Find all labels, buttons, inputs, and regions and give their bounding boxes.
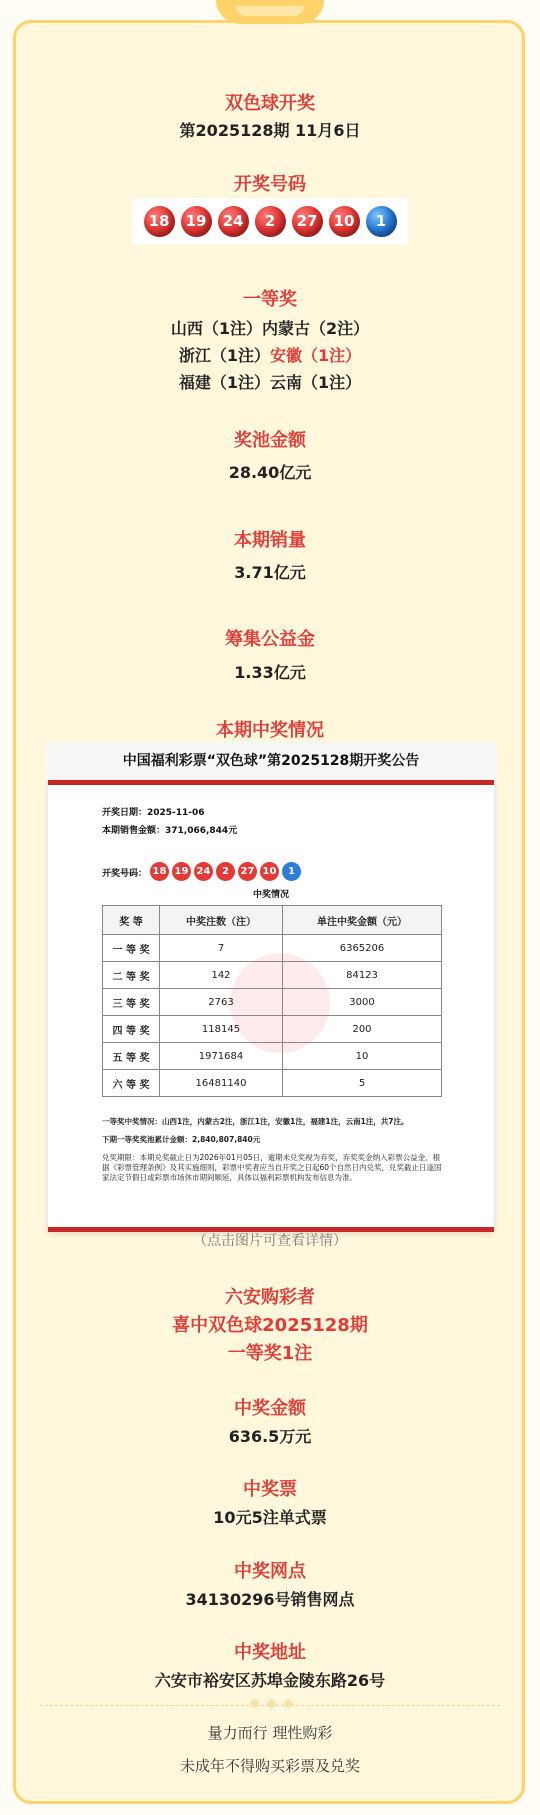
table-cell-level: 五 等 奖 [103,1043,160,1070]
address-value: 六安市裕安区苏埠金陵东路26号 [154,1671,386,1690]
table-cell-count: 142 [160,962,283,989]
table-cell-count: 2763 [160,989,283,1016]
prize-amount-title: 中奖金额 [234,1398,306,1419]
footer-line2: 未成年不得购买彩票及兑奖 [179,1757,360,1775]
welfare-value: 1.33亿元 [234,663,306,682]
table-cell-level: 六 等 奖 [103,1070,160,1097]
pool-value: 28.40亿元 [228,463,312,482]
table-cell-amount: 5 [283,1070,442,1097]
first-prize-title: 一等奖 [243,289,297,310]
red-ball: 19 [181,206,212,237]
winner-line3: 一等奖1注 [227,1343,313,1364]
announcement-sales: 本期销售金额：371,066,844元 [102,826,238,836]
table-cell-count: 7 [160,935,283,962]
table-cell-count: 16481140 [160,1070,283,1097]
draw-numbers-title: 开奖号码 [234,174,306,195]
welfare-title: 筹集公益金 [225,629,315,650]
divider-dots [250,1699,293,1708]
footer-line1: 量力而行 理性购彩 [207,1724,333,1742]
table-cell-amount: 84123 [283,962,442,989]
top-ornament [216,0,324,24]
table-cell-amount: 3000 [283,989,442,1016]
table-header-row [103,906,442,935]
ticket-value: 10元5注单式票 [213,1508,327,1527]
red-ball: 24 [218,206,249,237]
table-cell-count: 1971684 [160,1043,283,1070]
winner-line1: 六安购彩者 [225,1287,315,1308]
section-title-draw: 双色球开奖 [225,93,315,114]
outlet-value: 34130296号销售网点 [185,1590,355,1609]
red-ball: 10 [260,862,279,881]
blue-ball: 1 [366,206,397,237]
table-row [103,989,442,1016]
first-prize-line2-b: 安徽（1注） [270,346,362,365]
address-title: 中奖地址 [234,1642,306,1663]
table-cell-count: 118145 [160,1016,283,1043]
announcement-title: 中国福利彩票“双色球”第2025128期开奖公告 [122,753,420,769]
first-prize-line1: 山西（1注）内蒙古（2注） [170,319,370,338]
pool-title: 奖池金额 [234,430,306,451]
table-cell-level: 四 等 奖 [103,1016,160,1043]
divider-dot [250,1699,259,1708]
table-cell-amount: 6365206 [283,935,442,962]
divider-dot [267,1699,276,1708]
announcement-date: 开奖日期：2025-11-06 [102,808,205,818]
announcement-table-title: 中奖情况 [252,890,289,900]
announcement-next-pool: 下期一等奖奖池累计金额：2,840,807,840元 [102,1135,261,1144]
red-ball: 18 [150,862,169,881]
first-prize-line2 [0,343,540,366]
red-ball: 27 [238,862,257,881]
table-cell-amount: 200 [283,1016,442,1043]
blue-ball: 1 [282,862,301,881]
draw-numbers [132,198,408,244]
table-row [103,1043,442,1070]
table-cell-level: 一 等 奖 [103,935,160,962]
table-header: 单注中奖金额（元） [283,906,442,935]
red-ball: 19 [172,862,191,881]
sales-title: 本期销量 [234,530,306,551]
table-row [103,935,442,962]
table-row [103,962,442,989]
prize-amount-value: 636.5万元 [228,1427,312,1446]
table-row [103,1070,442,1097]
table-cell-level: 二 等 奖 [103,962,160,989]
table-cell-amount: 10 [283,1043,442,1070]
table-header: 中奖注数（注） [160,906,283,935]
announcement-balls [150,862,301,881]
first-prize-line3: 福建（1注）云南（1注） [178,373,362,392]
table-row [103,1016,442,1043]
red-ball: 18 [144,206,175,237]
red-ball: 10 [329,206,360,237]
image-hint: （点击图片可查看详情） [193,1233,347,1249]
winning-section-title: 本期中奖情况 [216,720,324,741]
red-ball: 2 [216,862,235,881]
table-header: 奖 等 [103,906,160,935]
winner-line2: 喜中双色球2025128期 [172,1315,368,1336]
sales-value: 3.71亿元 [234,563,306,582]
red-ball: 24 [194,862,213,881]
announcement-first-prize-note: 一等奖中奖情况：山西1注，内蒙古2注，浙江1注，安徽1注，福建1注，云南1注，共7注。 [102,1117,409,1126]
announcement-image[interactable] [45,742,497,1226]
red-ball: 2 [255,206,286,237]
issue-date: 第2025128期 11月6日 [179,121,361,140]
announcement-numbers-label: 开奖号码： [102,869,148,879]
prize-table [102,905,442,1097]
first-prize-line2-a: 浙江（1注） [178,346,270,365]
divider-dot [284,1699,293,1708]
ticket-title: 中奖票 [243,1479,297,1500]
outlet-title: 中奖网点 [234,1561,306,1582]
announcement-paper [48,780,494,1232]
red-ball: 27 [292,206,323,237]
table-cell-level: 三 等 奖 [103,989,160,1016]
announcement-claim-note: 兑奖期限：本期兑奖截止日为2026年01月05日，逾期未兑奖视为弃奖，弃奖奖金纳入彩票公益金。根据《彩票管理条例》及其实施细则，彩票中奖者应当自开奖之日起60个自然日内兑奖，兑奖截止日逢国家法定节假日或彩票市场休市期间顺延，具体以福利彩票机构发布信息为准。 [102,1153,442,1182]
